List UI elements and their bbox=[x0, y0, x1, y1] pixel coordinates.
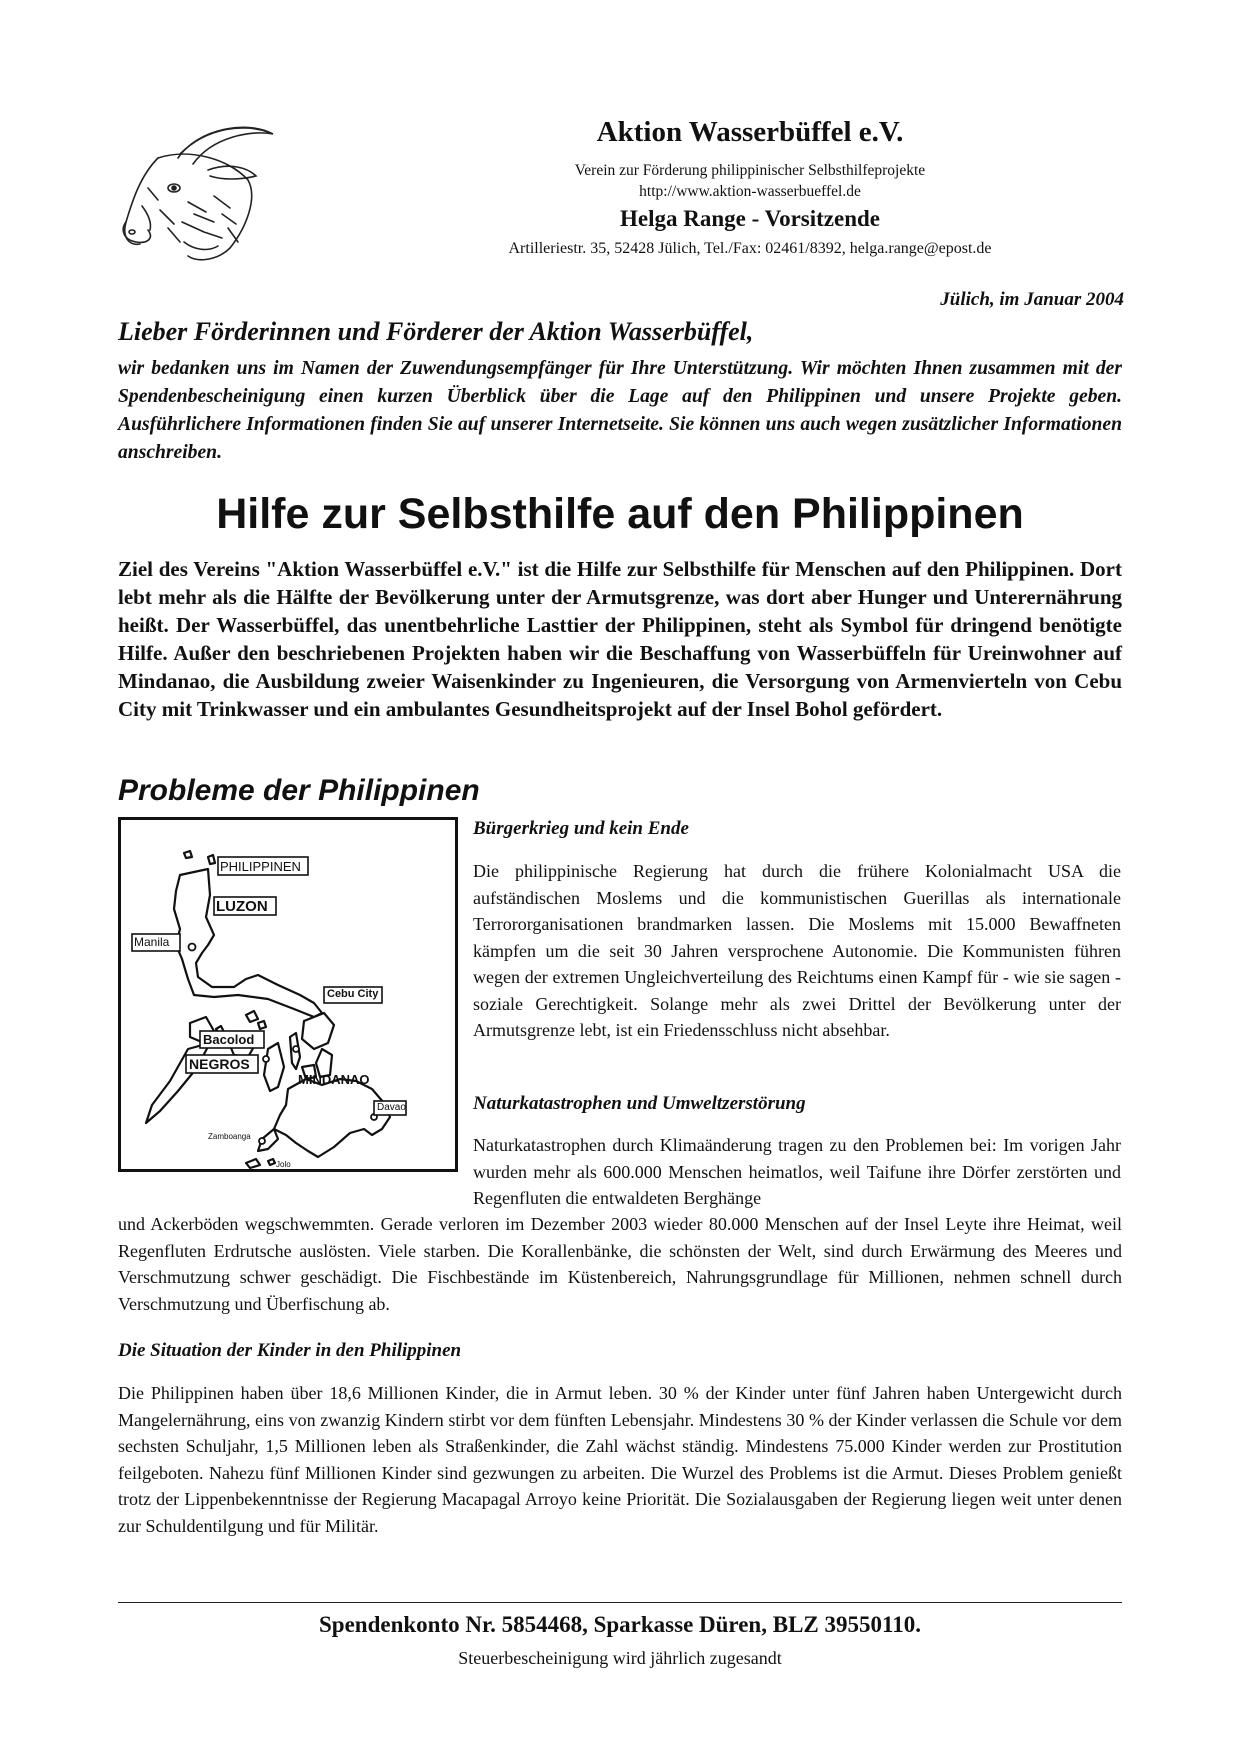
chairperson: Helga Range - Vorsitzende bbox=[619, 206, 880, 231]
water-buffalo-head-drawing bbox=[118, 118, 276, 266]
lead-paragraph: Ziel des Vereins "Aktion Wasserbüffel e.V." ist die Hilfe zur Selbsthilfe für Menschen auf den Philippinen. Dort lebt mehr als die Hälfte der Bevölkerung unter der Armutsgrenze, was dort aber Hunger und Unterernährung heißt. Der Wasserbüffel, das unentbehrliche Lasttier der Philippinen, steht als Symbol für dringend benötigte Hilfe. Außer den beschriebenen Projekten haben wir die Beschaffung von Wasserbüffeln für Ureinwohner auf Mindanao, die Ausbildung zweier Waisenkinder zu Ingenieuren, die Versorgung von Armenvierteln von Cebu City mit Trinkwasser und ein ambulantes Gesundheitsprojekt auf der Insel Bohol gefördert. bbox=[118, 557, 1122, 721]
dateline: Jülich, im Januar 2004 bbox=[940, 289, 1124, 310]
donation-account: Spendenkonto Nr. 5854468, Sparkasse Düren, BLZ 39550110. bbox=[319, 1612, 921, 1637]
map-label-zamboanga: Zamboanga bbox=[208, 1132, 251, 1141]
map-label-jolo: Jolo bbox=[276, 1160, 291, 1169]
map-label-luzon: LUZON bbox=[216, 898, 268, 915]
org-address: Artilleriestr. 35, 52428 Jülich, Tel./Fax: 02461/8392, helga.range@epost.de bbox=[508, 240, 992, 257]
salutation: Lieber Förderinnen und Förderer der Aktion Wasserbüffel, bbox=[118, 317, 754, 346]
subheading-nature: Naturkatastrophen und Umweltzerstörung bbox=[473, 1093, 806, 1114]
map-label-philippinen: PHILIPPINEN bbox=[220, 859, 301, 874]
paragraph-civil-war: Die philippinische Regierung hat durch die frühere Kolonialmacht USA die aufständischen Moslems und die kommunistischen Guerillas als internationale Terrororganisationen brandmarken lassen. Die Moslems mit 15.000 Bewaffneten kämpfen um die seit 30 Jahren versprochene Autonomie. Die Kommunisten führen wegen der extremen Ungleichverteilung des Reichtums einen Kampf für - wie sie sagen - soziale Gerechtigkeit. Solange mehr als zwei Drittel der Bevölkerung unter der Armutsgrenze lebt, ist ein Friedensschluss nicht absehbar. bbox=[473, 861, 1121, 1040]
paragraph-nature-part2: und Ackerböden wegschwemmten. Gerade verloren im Dezember 2003 wieder 80.000 Menschen auf der Insel Leyte ihre Heimat, weil Regenfluten Erdrutsche auslösten. Viele starben. Die Korallenbänke, die schönsten der Welt, sind durch Erwärmung des Meeres und Verschmutzung schwer geschädigt. Die Fischbestände im Küstenbereich, Nahrungsgrundlage für Millionen, nehmen schnell durch Verschmutzung und Überfischung ab. bbox=[118, 1214, 1122, 1314]
footer-divider bbox=[118, 1602, 1122, 1603]
org-name: Aktion Wasserbüffel e.V. bbox=[596, 116, 904, 148]
subheading-children: Die Situation der Kinder in den Philippinen bbox=[118, 1340, 462, 1361]
map-label-mindanao: MINDANAO bbox=[298, 1072, 370, 1087]
subheading-civil-war: Bürgerkrieg und kein Ende bbox=[473, 818, 689, 839]
map-label-negros: NEGROS bbox=[189, 1056, 250, 1072]
map-label-cebu-city: Cebu City bbox=[327, 988, 379, 1000]
intro-paragraph: wir bedanken uns im Namen der Zuwendungsempfänger für Ihre Unterstützung. Wir möchten Ihnen zusammen mit der Spendenbescheinigung einen kurzen Überblick über die Lage auf den Philippinen und unsere Projekte geben. Ausführlichere Informationen finden Sie auf unserer Internetseite. Sie können uns auch wegen zusätzlicher Informationen anschreiben. bbox=[118, 358, 1122, 463]
main-heading: Hilfe zur Selbsthilfe auf den Philippinen bbox=[216, 490, 1024, 538]
paragraph-nature-part1: Naturkatastrophen durch Klimaänderung tragen zu den Problemen bei: Im vorigen Jahr wurden mehr als 600.000 Menschen heimatlos, weil Taifune ihre Dörfer zerstörten und Regenfluten die entwaldeten Berghänge bbox=[473, 1135, 1121, 1208]
paragraph-children: Die Philippinen haben über 18,6 Millionen Kinder, die in Armut leben. 30 % der Kinder unter fünf Jahren haben Untergewicht durch Mangelernährung, eins von zwanzig Kindern stirbt vor dem fünften Lebensjahr. Mindestens 30 % der Kinder verlassen die Schule vor dem sechsten Schuljahr, 1,5 Millionen leben als Straßenkinder, die Zahl wächst ständig. Mindestens 75.000 Kinder werden zur Prostitution feilgeboten. Nahezu fünf Millionen Kinder sind gezwungen zu arbeiten. Die Wurzel des Problems ist die Armut. Dieses Problem genießt trotz der Lippenbekenntnisse der Regierung Macapagal Arroyo keine Priorität. Die Sozialausgaben der Regierung liegen weit unter denen zur Schuldentilgung und für Militär. bbox=[118, 1383, 1122, 1536]
map-label-manila: Manila bbox=[134, 935, 170, 949]
tax-note: Steuerbescheinigung wird jährlich zugesandt bbox=[458, 1648, 782, 1668]
org-url: http://www.aktion-wasserbueffel.de bbox=[639, 183, 861, 200]
section-heading-problems: Probleme der Philippinen bbox=[118, 774, 480, 807]
map-label-davao: Davao bbox=[377, 1102, 406, 1113]
org-subtitle: Verein zur Förderung philippinischer Selbsthilfeprojekte bbox=[574, 162, 926, 179]
map-label-bacolod: Bacolod bbox=[203, 1032, 255, 1047]
